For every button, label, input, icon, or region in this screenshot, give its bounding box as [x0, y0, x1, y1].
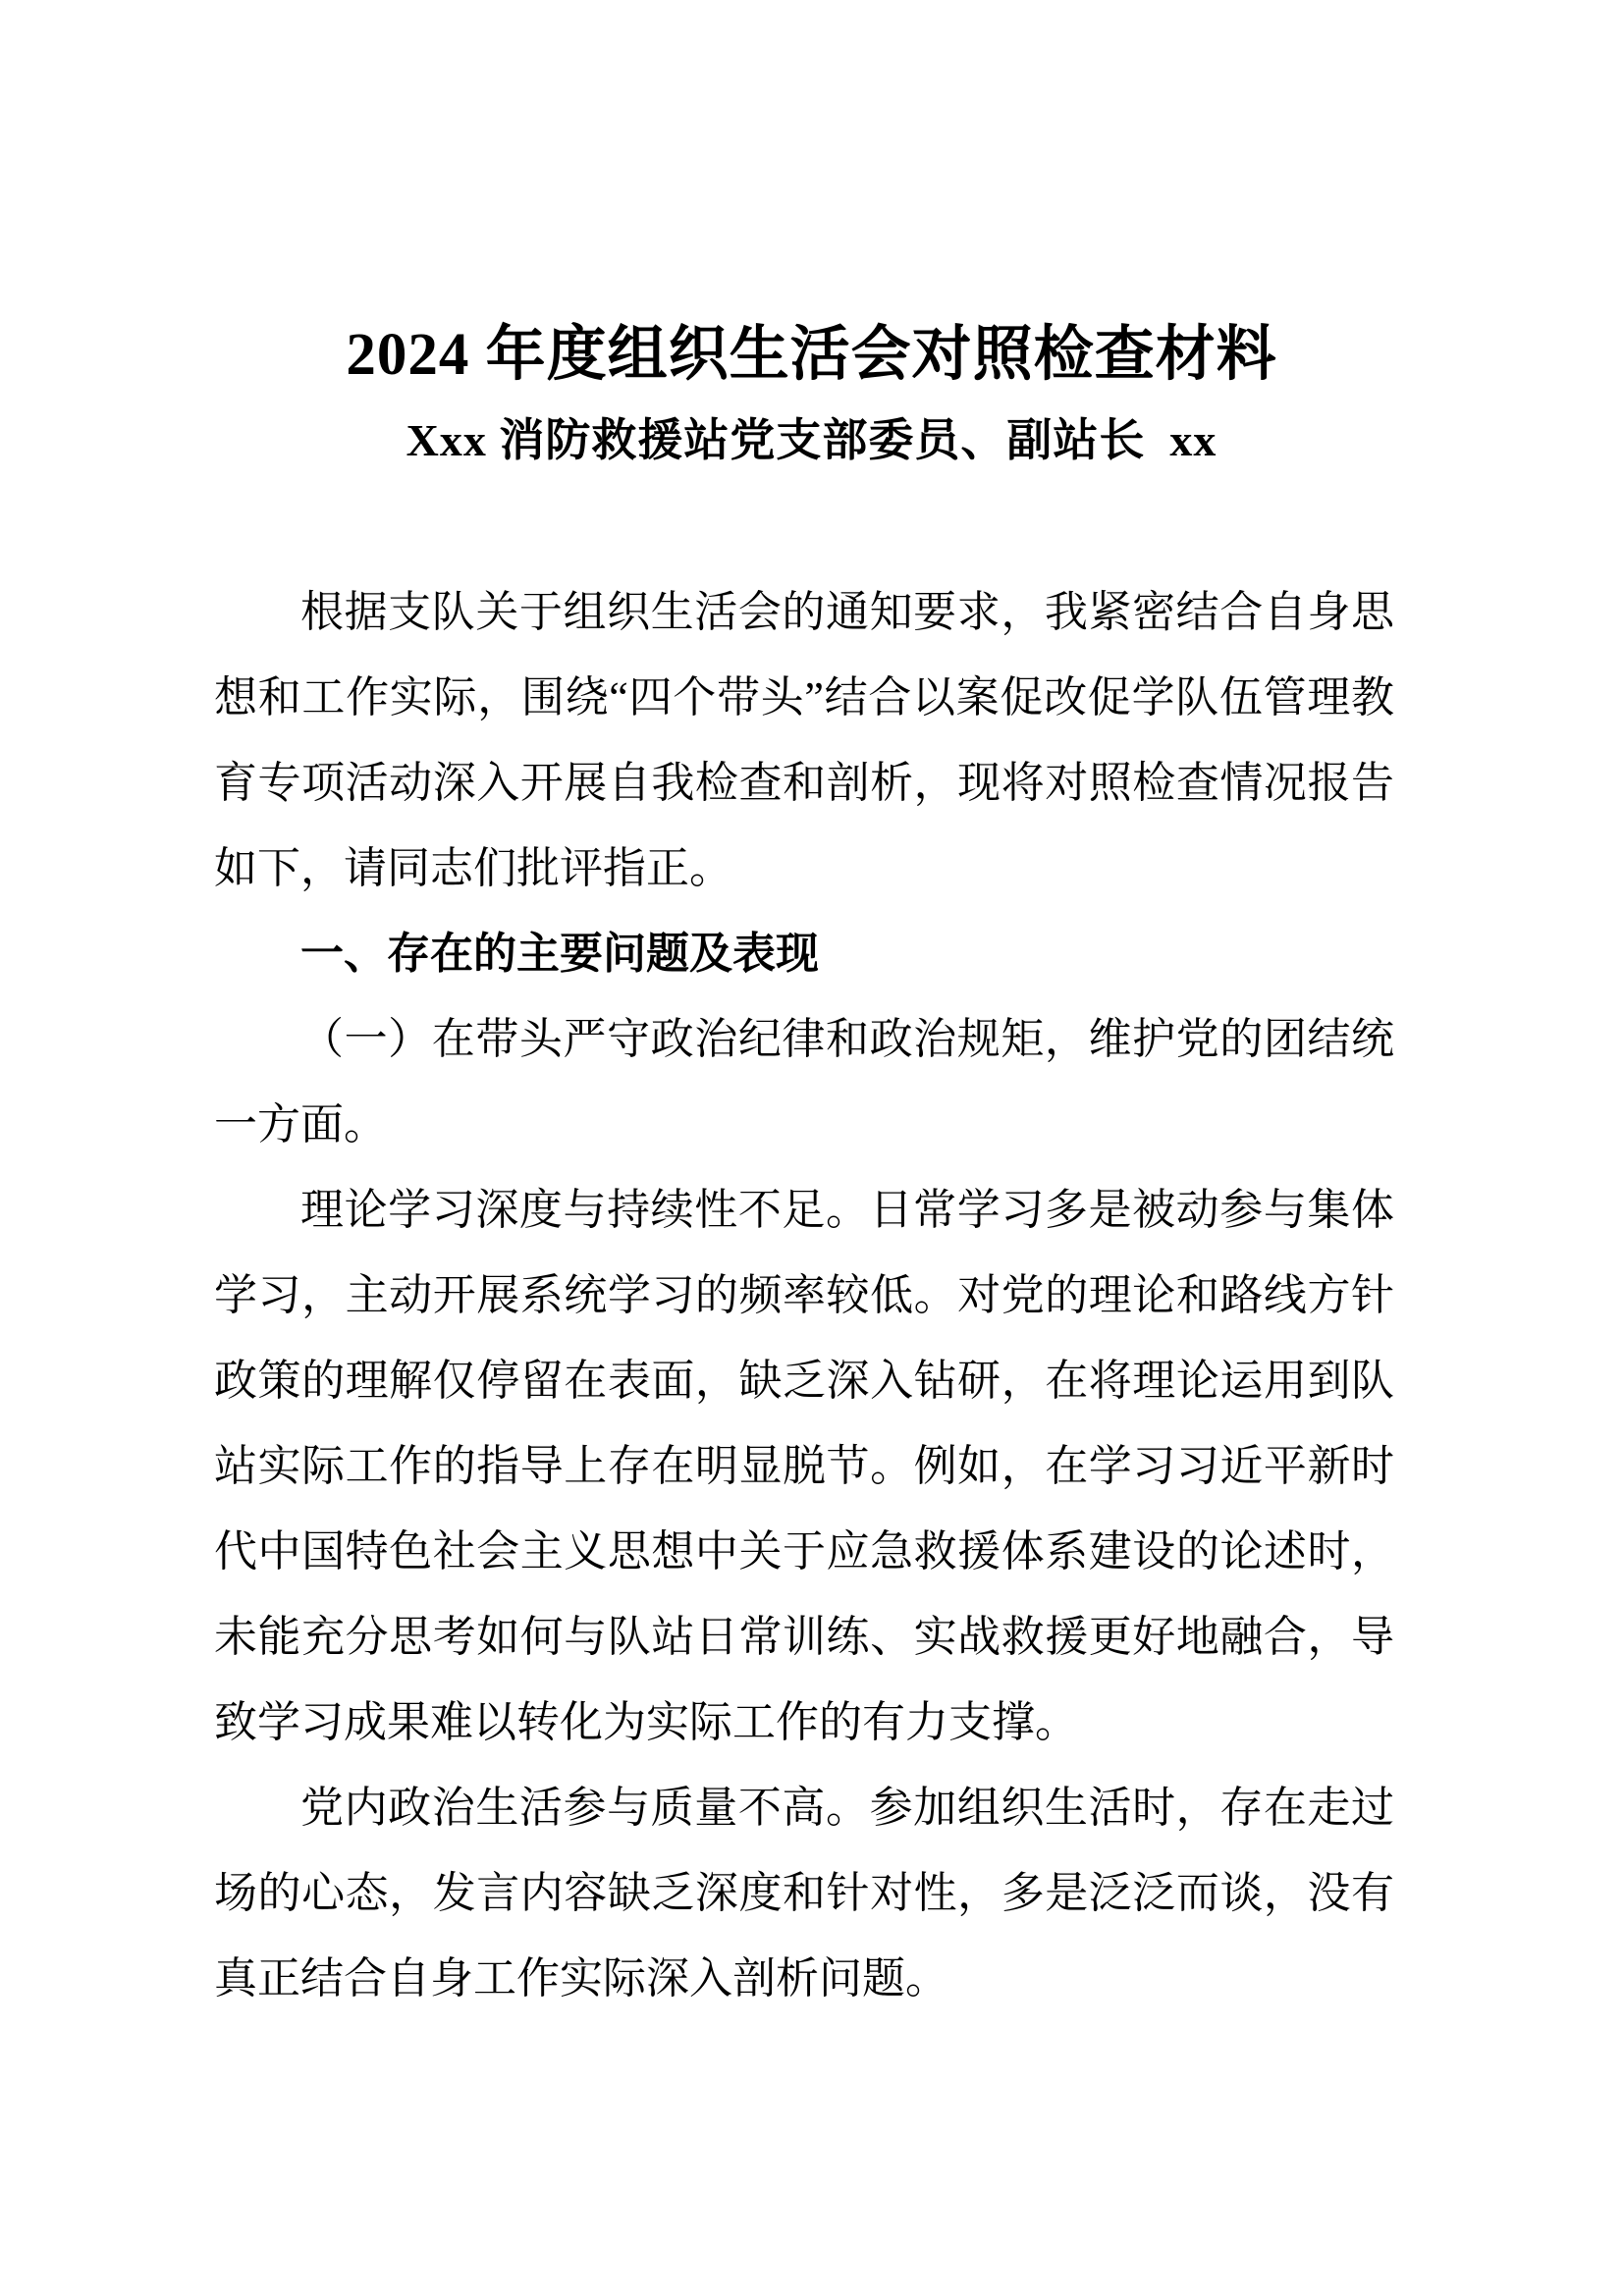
section-heading: 一、存在的主要问题及表现 — [300, 930, 819, 978]
document-body — [214, 569, 1394, 2021]
paragraph: 党内政治生活参与质量不高。参加组织生活时，存在走过场的心态，发言内容缺乏深度和针对性，多是泛泛而谈，没有真正结合自身工作实际深入剖析问题。 — [214, 1784, 1394, 2002]
paragraph: 根据支队关于组织生活会的通知要求，我紧密结合自身思想和工作实际，围绕“四个带头”结合以案促改促学队伍管理教育专项活动深入开展自我检查和剖析，现将对照检查情况报告如下，请同志们批评指正。 — [214, 588, 1394, 892]
paragraph: 理论学习深度与持续性不足。日常学习多是被动参与集体学习，主动开展系统学习的频率较低。对党的理论和路线方针政策的理解仅停留在表面，缺乏深入钻研，在将理论运用到队站实际工作的指导上存在明显脱节。例如，在学习习近平新时代中国特色社会主义思想中关于应急救援体系建设的论述时，未能充分思考如何与队站日常训练、实战救援更好地融合，导致学习成果难以转化为实际工作的有力支撑。 — [214, 1186, 1394, 1746]
document-title: 2024 年度组织生活会对照检查材料 — [346, 322, 1277, 388]
document-subtitle: Xxx 消防救援站党支部委员、副站长 xx — [406, 415, 1217, 465]
subsection-heading: （一）在带头严守政治纪律和政治规矩，维护党的团结统一方面。 — [214, 1015, 1394, 1148]
